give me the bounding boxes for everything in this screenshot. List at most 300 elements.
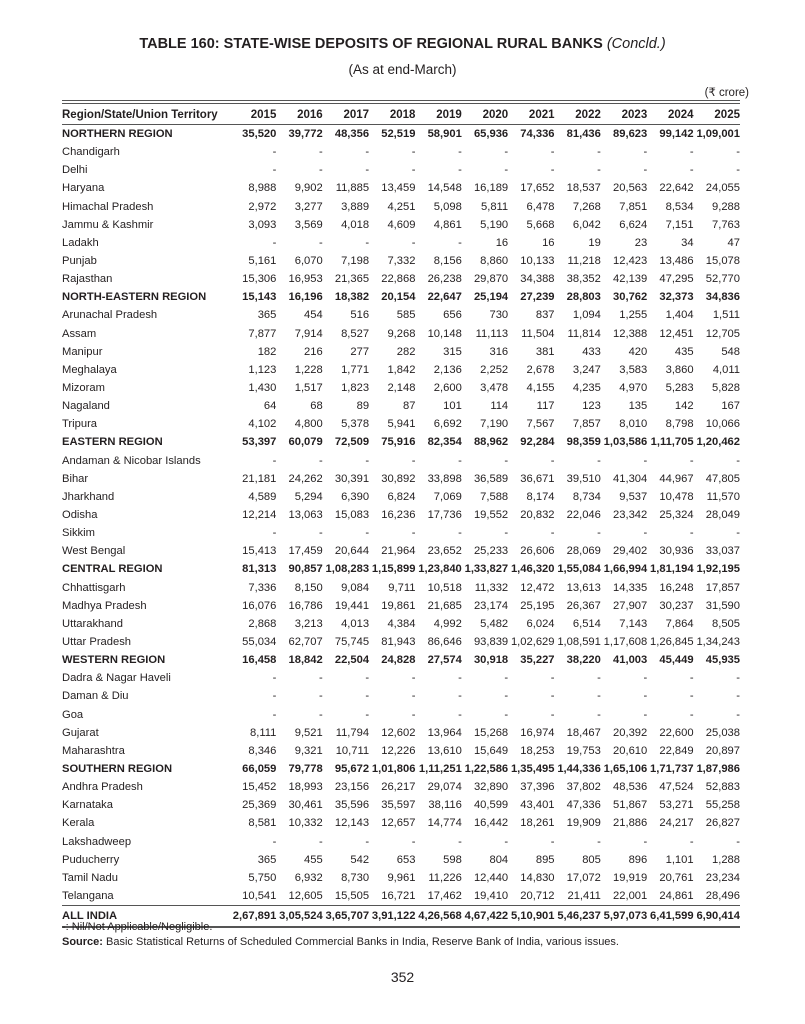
deposit-value-cell: - xyxy=(736,454,740,467)
deposit-value-cell: 1,842 xyxy=(387,363,416,376)
deposit-value-cell: 6,024 xyxy=(526,617,555,630)
deposit-value-cell: 4,589 xyxy=(248,490,277,503)
deposit-value-cell: 20,563 xyxy=(613,182,648,195)
deposit-value-cell: 6,692 xyxy=(433,418,462,431)
deposit-value-cell: 10,478 xyxy=(659,490,694,503)
deposit-value-cell: 5,750 xyxy=(248,871,277,884)
deposit-value-cell: - xyxy=(504,835,509,848)
deposit-value-cell: - xyxy=(458,164,462,177)
deposit-value-cell: 20,610 xyxy=(613,744,648,757)
deposit-value-cell: - xyxy=(365,835,370,848)
deposit-value-cell: 4,384 xyxy=(387,617,416,630)
row-label: Himachal Pradesh xyxy=(62,200,154,213)
deposit-value-cell: 1,11,705 xyxy=(650,436,694,449)
deposit-value-cell: 1,15,899 xyxy=(371,563,416,576)
deposit-value-cell: - xyxy=(411,835,416,848)
deposit-value-cell: 8,156 xyxy=(433,255,462,268)
deposit-value-cell: - xyxy=(597,672,601,685)
deposit-value-cell: 93,839 xyxy=(473,636,509,648)
deposit-value-cell: 11,504 xyxy=(521,327,555,340)
deposit-value-cell: 30,918 xyxy=(473,654,509,667)
deposits-table xyxy=(62,100,740,928)
deposit-value-cell: 5,482 xyxy=(480,617,509,630)
deposit-value-cell: 16,236 xyxy=(381,509,416,522)
table-row xyxy=(62,615,740,633)
deposit-value-cell: 7,190 xyxy=(480,418,509,431)
deposit-value-cell: 1,65,106 xyxy=(603,762,648,775)
deposit-value-cell: - xyxy=(689,835,694,848)
deposit-value-cell: 11,226 xyxy=(428,871,462,884)
deposit-value-cell: 99,142 xyxy=(659,128,694,141)
deposit-value-cell: 25,233 xyxy=(473,545,509,558)
deposit-value-cell: 18,537 xyxy=(566,182,601,195)
deposit-value-cell: - xyxy=(272,164,277,177)
deposit-value-cell: 4,26,568 xyxy=(415,906,461,928)
deposit-value-cell: - xyxy=(458,708,462,721)
deposit-value-cell: - xyxy=(643,708,648,721)
deposit-value-cell: 17,462 xyxy=(427,889,462,902)
deposit-value-cell: 41,304 xyxy=(613,472,648,485)
deposit-value-cell: - xyxy=(689,708,694,721)
deposit-value-cell: 7,069 xyxy=(433,490,462,503)
deposit-value-cell: 8,734 xyxy=(572,490,601,503)
deposit-value-cell: - xyxy=(318,690,323,703)
region-row xyxy=(62,760,740,778)
deposit-value-cell: 13,486 xyxy=(659,255,694,268)
deposit-value-cell: 12,657 xyxy=(381,817,416,830)
deposit-value-cell: 12,143 xyxy=(334,817,370,830)
deposit-value-cell: 19,753 xyxy=(566,744,601,757)
deposit-value-cell: 1,771 xyxy=(341,363,370,376)
row-label: NORTH-EASTERN REGION xyxy=(62,291,207,304)
row-label: Rajasthan xyxy=(62,273,113,286)
deposit-value-cell: - xyxy=(365,690,370,703)
deposit-value-cell: 66,059 xyxy=(242,762,277,775)
table-row xyxy=(62,887,740,906)
deposit-value-cell: - xyxy=(504,708,509,721)
row-label: Jharkhand xyxy=(62,490,115,503)
deposit-value-cell: 64 xyxy=(263,400,277,413)
deposit-value-cell: 19,441 xyxy=(334,599,370,612)
deposit-value-cell: 24,217 xyxy=(659,817,694,830)
deposit-value-cell: 8,534 xyxy=(665,200,694,213)
deposit-value-cell: 53,271 xyxy=(659,799,694,812)
deposit-value-cell: - xyxy=(272,236,277,249)
deposit-value-cell: 1,123 xyxy=(248,363,277,376)
table-row xyxy=(62,832,740,850)
deposit-value-cell: 7,763 xyxy=(712,218,740,231)
column-header-year: 2016 xyxy=(276,104,322,125)
deposit-value-cell: 8,798 xyxy=(665,418,694,431)
deposit-value-cell: 20,832 xyxy=(520,509,555,522)
deposit-value-cell: 12,451 xyxy=(659,327,694,340)
deposit-value-cell: 37,396 xyxy=(520,781,555,794)
row-label: Assam xyxy=(62,327,97,340)
deposit-value-cell: 48,536 xyxy=(613,781,648,794)
deposit-value-cell: 2,868 xyxy=(248,617,277,630)
deposit-value-cell: - xyxy=(597,527,601,540)
deposit-value-cell: 47,295 xyxy=(659,273,694,286)
deposit-value-cell: 19,552 xyxy=(473,509,509,522)
deposit-value-cell: 1,81,194 xyxy=(650,563,694,576)
deposit-value-cell: 35,520 xyxy=(242,128,277,141)
deposit-value-cell: 35,596 xyxy=(334,799,370,812)
deposit-value-cell: 7,268 xyxy=(572,200,601,213)
deposit-value-cell: - xyxy=(272,690,277,703)
deposit-value-cell: 1,17,608 xyxy=(603,636,648,648)
deposit-value-cell: 21,365 xyxy=(334,273,370,286)
deposit-value-cell: 9,902 xyxy=(294,182,323,195)
deposit-value-cell: 12,214 xyxy=(242,509,277,522)
deposit-value-cell: 8,150 xyxy=(294,581,323,594)
deposit-value-cell: - xyxy=(458,146,462,159)
deposit-value-cell: 60,079 xyxy=(288,436,323,449)
table-row xyxy=(62,306,740,324)
deposit-value-cell: 16,974 xyxy=(520,726,555,739)
deposit-value-cell: 9,537 xyxy=(619,490,648,503)
deposit-value-cell: - xyxy=(318,835,323,848)
deposit-value-cell: 90,857 xyxy=(288,563,323,576)
row-label: Uttarakhand xyxy=(62,617,123,630)
deposit-value-cell: 14,830 xyxy=(520,871,555,884)
row-label: Dadra & Nagar Haveli xyxy=(62,672,171,685)
deposit-value-cell: 10,148 xyxy=(427,327,462,340)
deposit-value-cell: - xyxy=(550,164,555,177)
deposit-value-cell: 26,827 xyxy=(705,817,740,830)
deposit-value-cell: 13,610 xyxy=(427,744,462,757)
table-row xyxy=(62,542,740,560)
deposit-value-cell: 36,589 xyxy=(473,472,509,485)
table-body xyxy=(62,125,740,928)
deposit-value-cell: - xyxy=(458,672,462,685)
deposit-value-cell: 1,11,251 xyxy=(418,762,462,775)
row-label: CENTRAL REGION xyxy=(62,563,163,576)
row-label: Arunachal Pradesh xyxy=(62,309,158,322)
table-row xyxy=(62,687,740,705)
deposit-value-cell: - xyxy=(318,672,323,685)
deposit-value-cell: 22,001 xyxy=(613,889,648,902)
deposit-value-cell: 4,011 xyxy=(712,363,740,376)
deposit-value-cell: - xyxy=(736,708,740,721)
deposit-value-cell: 15,452 xyxy=(242,781,277,794)
deposit-value-cell: 11,570 xyxy=(706,490,740,503)
deposit-value-cell: 805 xyxy=(582,853,601,866)
deposit-value-cell: 22,868 xyxy=(381,273,416,286)
deposit-value-cell: 1,35,495 xyxy=(510,762,555,775)
deposit-value-cell: 16,953 xyxy=(288,273,323,286)
table-title-main: TABLE 160: STATE-WISE DEPOSITS OF REGIONAL RURAL BANKS xyxy=(139,36,603,52)
deposit-value-cell: - xyxy=(365,672,370,685)
deposit-value-cell: - xyxy=(365,236,370,249)
deposit-value-cell: 7,336 xyxy=(248,581,277,594)
deposit-value-cell: 81,313 xyxy=(242,563,277,576)
deposit-value-cell: - xyxy=(272,835,277,848)
row-label: Meghalaya xyxy=(62,363,117,376)
deposit-value-cell: 26,217 xyxy=(381,781,416,794)
deposit-value-cell: - xyxy=(365,527,370,540)
deposit-value-cell: - xyxy=(736,527,740,540)
deposit-value-cell: 4,67,422 xyxy=(462,906,508,928)
deposit-value-cell: 2,67,891 xyxy=(230,906,276,928)
row-label: Daman & Diu xyxy=(62,690,129,703)
deposit-value-cell: 13,964 xyxy=(427,726,462,739)
deposit-value-cell: 9,961 xyxy=(387,871,416,884)
table-row xyxy=(62,470,740,488)
deposit-value-cell: 3,583 xyxy=(619,363,648,376)
deposit-value-cell: - xyxy=(458,527,462,540)
deposit-value-cell: 895 xyxy=(535,853,555,866)
deposit-value-cell: 14,548 xyxy=(427,182,462,195)
deposit-value-cell: 36,671 xyxy=(520,472,555,485)
deposit-value-cell: - xyxy=(411,146,416,159)
deposit-value-cell: - xyxy=(411,690,416,703)
deposit-value-cell: 6,390 xyxy=(341,490,370,503)
deposit-value-cell: - xyxy=(597,835,601,848)
deposit-value-cell: 48,356 xyxy=(334,128,370,141)
deposit-value-cell: 114 xyxy=(490,400,509,413)
deposit-value-cell: 1,26,845 xyxy=(650,636,694,648)
deposit-value-cell: 5,46,237 xyxy=(555,906,601,928)
deposit-value-cell: 22,647 xyxy=(427,291,462,304)
column-header-year: 2024 xyxy=(647,104,693,125)
deposit-value-cell: 86,646 xyxy=(427,636,462,648)
deposit-value-cell: 34,388 xyxy=(520,273,555,286)
deposit-value-cell: - xyxy=(458,236,462,249)
row-label: Jammu & Kashmir xyxy=(62,218,154,231)
deposit-value-cell: 3,247 xyxy=(572,363,601,376)
deposit-value-cell: 21,886 xyxy=(613,817,648,830)
deposit-value-cell: 45,449 xyxy=(659,654,694,667)
deposit-value-cell: 435 xyxy=(674,345,694,358)
deposit-value-cell: 117 xyxy=(536,400,555,413)
deposit-value-cell: 39,510 xyxy=(566,472,601,485)
row-label: Maharashtra xyxy=(62,744,125,757)
column-header-year: 2021 xyxy=(508,104,554,125)
deposit-value-cell: 282 xyxy=(396,345,416,358)
deposit-value-cell: - xyxy=(550,527,555,540)
deposit-value-cell: - xyxy=(318,146,323,159)
row-label: Mizoram xyxy=(62,382,105,395)
table-row xyxy=(62,161,740,179)
deposit-value-cell: 5,161 xyxy=(248,255,277,268)
deposit-value-cell: 68 xyxy=(310,400,323,413)
deposit-value-cell: - xyxy=(597,454,601,467)
deposit-value-cell: - xyxy=(318,527,323,540)
deposit-value-cell: 29,870 xyxy=(473,273,509,286)
deposit-value-cell: - xyxy=(689,690,694,703)
deposit-value-cell: - xyxy=(504,527,509,540)
deposit-value-cell: 25,369 xyxy=(242,799,277,812)
deposit-value-cell: 87 xyxy=(402,400,416,413)
deposit-value-cell: 53,397 xyxy=(242,436,277,449)
deposit-value-cell: - xyxy=(365,164,370,177)
deposit-value-cell: 6,042 xyxy=(572,218,601,231)
deposit-value-cell: 23 xyxy=(634,236,648,249)
table-row xyxy=(62,252,740,270)
table-row xyxy=(62,633,740,651)
deposit-value-cell: 1,87,986 xyxy=(696,762,740,775)
deposit-value-cell: 10,066 xyxy=(705,418,740,431)
deposit-value-cell: 1,20,462 xyxy=(696,436,740,449)
table-row xyxy=(62,778,740,796)
deposit-value-cell: 23,652 xyxy=(427,545,462,558)
deposit-value-cell: 47 xyxy=(727,236,740,249)
deposit-value-cell: 58,901 xyxy=(427,128,462,141)
deposit-value-cell: 7,332 xyxy=(387,255,416,268)
deposit-value-cell: 42,139 xyxy=(613,273,648,286)
column-header-year: 2019 xyxy=(415,104,461,125)
deposit-value-cell: - xyxy=(411,454,416,467)
deposit-value-cell: 23,342 xyxy=(613,509,648,522)
deposit-value-cell: 16 xyxy=(495,236,509,249)
deposit-value-cell: 16,248 xyxy=(659,581,694,594)
deposit-value-cell: 25,194 xyxy=(473,291,509,304)
deposit-value-cell: 31,590 xyxy=(705,599,740,612)
footnote-legend: -: Nil/Not Applicable/Negligible. xyxy=(62,921,213,933)
deposit-value-cell: 16,786 xyxy=(288,599,323,612)
deposit-value-cell: 15,505 xyxy=(334,889,370,902)
deposit-value-cell: - xyxy=(550,708,555,721)
region-row xyxy=(62,288,740,306)
deposit-value-cell: 1,23,840 xyxy=(418,563,462,576)
deposit-value-cell: 1,55,084 xyxy=(557,563,601,576)
deposit-value-cell: 4,102 xyxy=(248,418,277,431)
deposit-value-cell: - xyxy=(689,672,694,685)
deposit-value-cell: 34,836 xyxy=(705,291,740,304)
deposit-value-cell: 22,046 xyxy=(566,509,601,522)
deposit-value-cell: 365 xyxy=(257,309,277,322)
deposit-value-cell: 1,094 xyxy=(572,309,601,322)
deposit-value-cell: 10,133 xyxy=(520,255,555,268)
deposit-value-cell: 16,076 xyxy=(242,599,277,612)
deposit-value-cell: 55,034 xyxy=(242,636,277,648)
deposit-value-cell: 8,730 xyxy=(341,871,370,884)
deposit-value-cell: 1,34,243 xyxy=(696,636,740,648)
row-label: ALL INDIA xyxy=(62,906,230,928)
deposit-value-cell: - xyxy=(550,454,555,467)
table-row xyxy=(62,379,740,397)
deposit-value-cell: 74,336 xyxy=(520,128,555,141)
table-row xyxy=(62,216,740,234)
deposit-value-cell: 18,253 xyxy=(520,744,555,757)
column-header-year: 2017 xyxy=(323,104,369,125)
deposit-value-cell: 52,519 xyxy=(381,128,416,141)
deposit-value-cell: 6,070 xyxy=(294,255,323,268)
deposit-value-cell: 15,306 xyxy=(242,273,277,286)
deposit-value-cell: 23,174 xyxy=(473,599,509,612)
deposit-value-cell: 38,352 xyxy=(566,273,601,286)
deposit-value-cell: 135 xyxy=(628,400,648,413)
row-label: Sikkim xyxy=(62,527,95,540)
deposit-value-cell: 1,517 xyxy=(294,382,323,395)
deposit-value-cell: 8,174 xyxy=(526,490,555,503)
deposit-value-cell: 16,189 xyxy=(473,182,509,195)
deposit-value-cell: 21,181 xyxy=(242,472,277,485)
deposit-value-cell: 4,018 xyxy=(341,218,370,231)
deposit-value-cell: 598 xyxy=(443,853,462,866)
deposit-value-cell: 167 xyxy=(721,400,740,413)
deposit-value-cell: 10,541 xyxy=(242,889,277,902)
deposit-value-cell: 8,346 xyxy=(248,744,277,757)
table-row xyxy=(62,706,740,724)
deposit-value-cell: 30,936 xyxy=(659,545,694,558)
table-title-suffix: (Concld.) xyxy=(606,36,666,52)
deposit-value-cell: 12,423 xyxy=(613,255,648,268)
deposit-value-cell: 1,92,195 xyxy=(696,563,740,576)
deposit-value-cell: 12,705 xyxy=(705,327,740,340)
deposit-value-cell: 22,600 xyxy=(659,726,694,739)
deposit-value-cell: 15,143 xyxy=(242,291,277,304)
deposit-value-cell: 1,71,737 xyxy=(650,762,694,775)
table-row xyxy=(62,742,740,760)
row-label: Andaman & Nicobar Islands xyxy=(62,454,201,467)
table-row xyxy=(62,669,740,687)
deposit-value-cell: 21,964 xyxy=(381,545,416,558)
deposit-value-cell: 3,478 xyxy=(480,382,509,395)
row-label: Bihar xyxy=(62,472,89,485)
deposit-value-cell: 79,778 xyxy=(288,762,323,775)
table-subtitle: (As at end-March) xyxy=(348,62,457,77)
deposit-value-cell: 365 xyxy=(257,853,277,866)
region-row xyxy=(62,125,740,144)
deposit-value-cell: 585 xyxy=(396,309,416,322)
deposit-value-cell: 21,685 xyxy=(427,599,462,612)
deposit-value-cell: 1,44,336 xyxy=(557,762,601,775)
deposit-value-cell: 19,909 xyxy=(566,817,601,830)
deposit-value-cell: 1,03,586 xyxy=(603,436,648,449)
table-row xyxy=(62,869,740,887)
table-row xyxy=(62,343,740,361)
column-header-year: 2022 xyxy=(555,104,601,125)
deposit-value-cell: - xyxy=(597,146,601,159)
deposit-value-cell: 4,609 xyxy=(387,218,416,231)
row-label: Punjab xyxy=(62,255,97,268)
deposit-value-cell: 41,003 xyxy=(613,654,648,667)
table-row xyxy=(62,506,740,524)
deposit-value-cell: 1,01,806 xyxy=(371,762,416,775)
deposit-value-cell: 216 xyxy=(304,345,323,358)
deposit-value-cell: - xyxy=(550,146,555,159)
deposit-value-cell: - xyxy=(504,146,509,159)
deposit-value-cell: 19,410 xyxy=(473,889,509,902)
deposit-value-cell: - xyxy=(689,164,694,177)
deposit-value-cell: 1,46,320 xyxy=(510,563,555,576)
deposit-value-cell: 26,238 xyxy=(427,273,462,286)
deposit-value-cell: 75,916 xyxy=(381,436,416,449)
deposit-value-cell: - xyxy=(504,454,509,467)
deposit-value-cell: 1,404 xyxy=(665,309,694,322)
deposit-value-cell: - xyxy=(458,690,462,703)
row-label: Tripura xyxy=(62,418,98,431)
deposit-value-cell: 25,324 xyxy=(659,509,694,522)
deposit-value-cell: 548 xyxy=(721,345,740,358)
deposit-value-cell: 5,828 xyxy=(712,382,740,395)
table-row xyxy=(62,579,740,597)
deposit-value-cell: - xyxy=(272,672,277,685)
deposit-value-cell: 19,861 xyxy=(381,599,416,612)
deposit-value-cell: 9,521 xyxy=(294,726,323,739)
deposit-value-cell: 47,336 xyxy=(566,799,601,812)
deposit-value-cell: 17,459 xyxy=(288,545,323,558)
deposit-value-cell: 18,261 xyxy=(520,817,555,830)
deposit-value-cell: 653 xyxy=(396,853,416,866)
deposit-value-cell: - xyxy=(689,146,694,159)
deposit-value-cell: 6,41,599 xyxy=(647,906,693,928)
deposit-value-cell: 8,505 xyxy=(712,617,740,630)
deposit-value-cell: 25,038 xyxy=(705,726,740,739)
deposit-value-cell: 542 xyxy=(350,853,370,866)
deposit-value-cell: 20,761 xyxy=(659,871,694,884)
